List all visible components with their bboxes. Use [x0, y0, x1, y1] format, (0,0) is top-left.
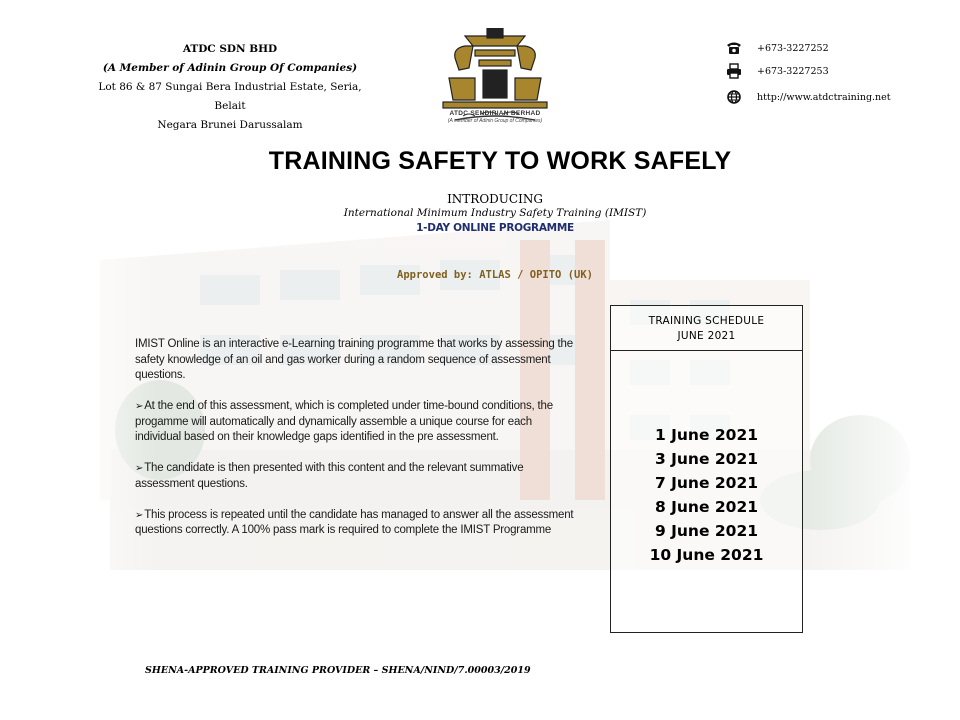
page-title: TRAINING SAFETY TO WORK SAFELY: [268, 147, 732, 175]
arrow-bullet-icon: ➢: [135, 463, 144, 474]
arrow-bullet-icon: ➢: [135, 509, 144, 521]
schedule-date: 3 June 2021: [654, 450, 759, 468]
programme-name: International Minimum Industry Safety Training (IMIST): [343, 207, 647, 219]
programme-format: 1-DAY ONLINE PROGRAMME: [416, 222, 574, 234]
logo-caption: ATDC SENDIRIAN BERHAD: [449, 110, 541, 117]
website-link[interactable]: http://www.atdctraining.net: [757, 92, 891, 103]
company-address-line2: Negara Brunei Darussalam: [157, 119, 303, 131]
programme-description: [135, 337, 575, 554]
description-paragraph: ➢At the end of this assessment, which is completed under time-bound conditions, the progamme will automatically and dynamically assemble a unique course for each individual based on their knowledge gaps identified in the pre assessment.: [135, 400, 553, 443]
approval-line: Approved by: ATLAS / OPITO (UK): [397, 269, 593, 281]
schedule-date: 9 June 2021: [654, 522, 759, 540]
schedule-date: 10 June 2021: [649, 546, 764, 564]
footer-accreditation: SHENA-APPROVED TRAINING PROVIDER – SHENA/NIND/7.00003/2019: [145, 665, 531, 676]
globe-icon: [725, 89, 743, 105]
phone-icon: [725, 40, 743, 56]
training-schedule-box: [610, 305, 803, 633]
company-address-line1: Lot 86 & 87 Sungai Bera Industrial Estate, Seria, Belait: [98, 81, 362, 112]
company-name: ATDC SDN BHD: [182, 43, 278, 55]
company-logo: [435, 28, 555, 133]
description-paragraph: IMIST Online is an interactive e-Learning training programme that works by assessing the safety knowledge of an oil and gas worker during a random sequence of assessment questions.: [135, 338, 573, 381]
intro-block: [300, 192, 690, 236]
schedule-date: 7 June 2021: [654, 474, 759, 492]
logo-subcaption: (A member of Adinin Group of Companies): [447, 118, 543, 124]
company-member-line: (A Member of Adinin Group Of Companies): [102, 62, 358, 74]
schedule-date: 8 June 2021: [654, 498, 759, 516]
description-paragraph: ➢This process is repeated until the candidate has managed to answer all the assessment questions correctly. A 100% pass mark is required to complete the IMIST Programme: [135, 508, 574, 536]
printer-icon: [725, 63, 743, 79]
fax-number: +673-3227253: [757, 66, 829, 77]
schedule-title: TRAINING SCHEDULE: [648, 315, 765, 327]
schedule-header: [611, 306, 802, 351]
company-info: [85, 40, 375, 135]
arrow-bullet-icon: ➢: [135, 401, 144, 412]
schedule-month: JUNE 2021: [677, 330, 736, 342]
phone-number: +673-3227252: [757, 43, 829, 54]
intro-label: INTRODUCING: [447, 192, 543, 206]
schedule-date: 1 June 2021: [654, 426, 759, 444]
description-paragraph: ➢The candidate is then presented with this content and the relevant summative assessment questions.: [135, 462, 524, 490]
schedule-date-list: [611, 423, 802, 567]
